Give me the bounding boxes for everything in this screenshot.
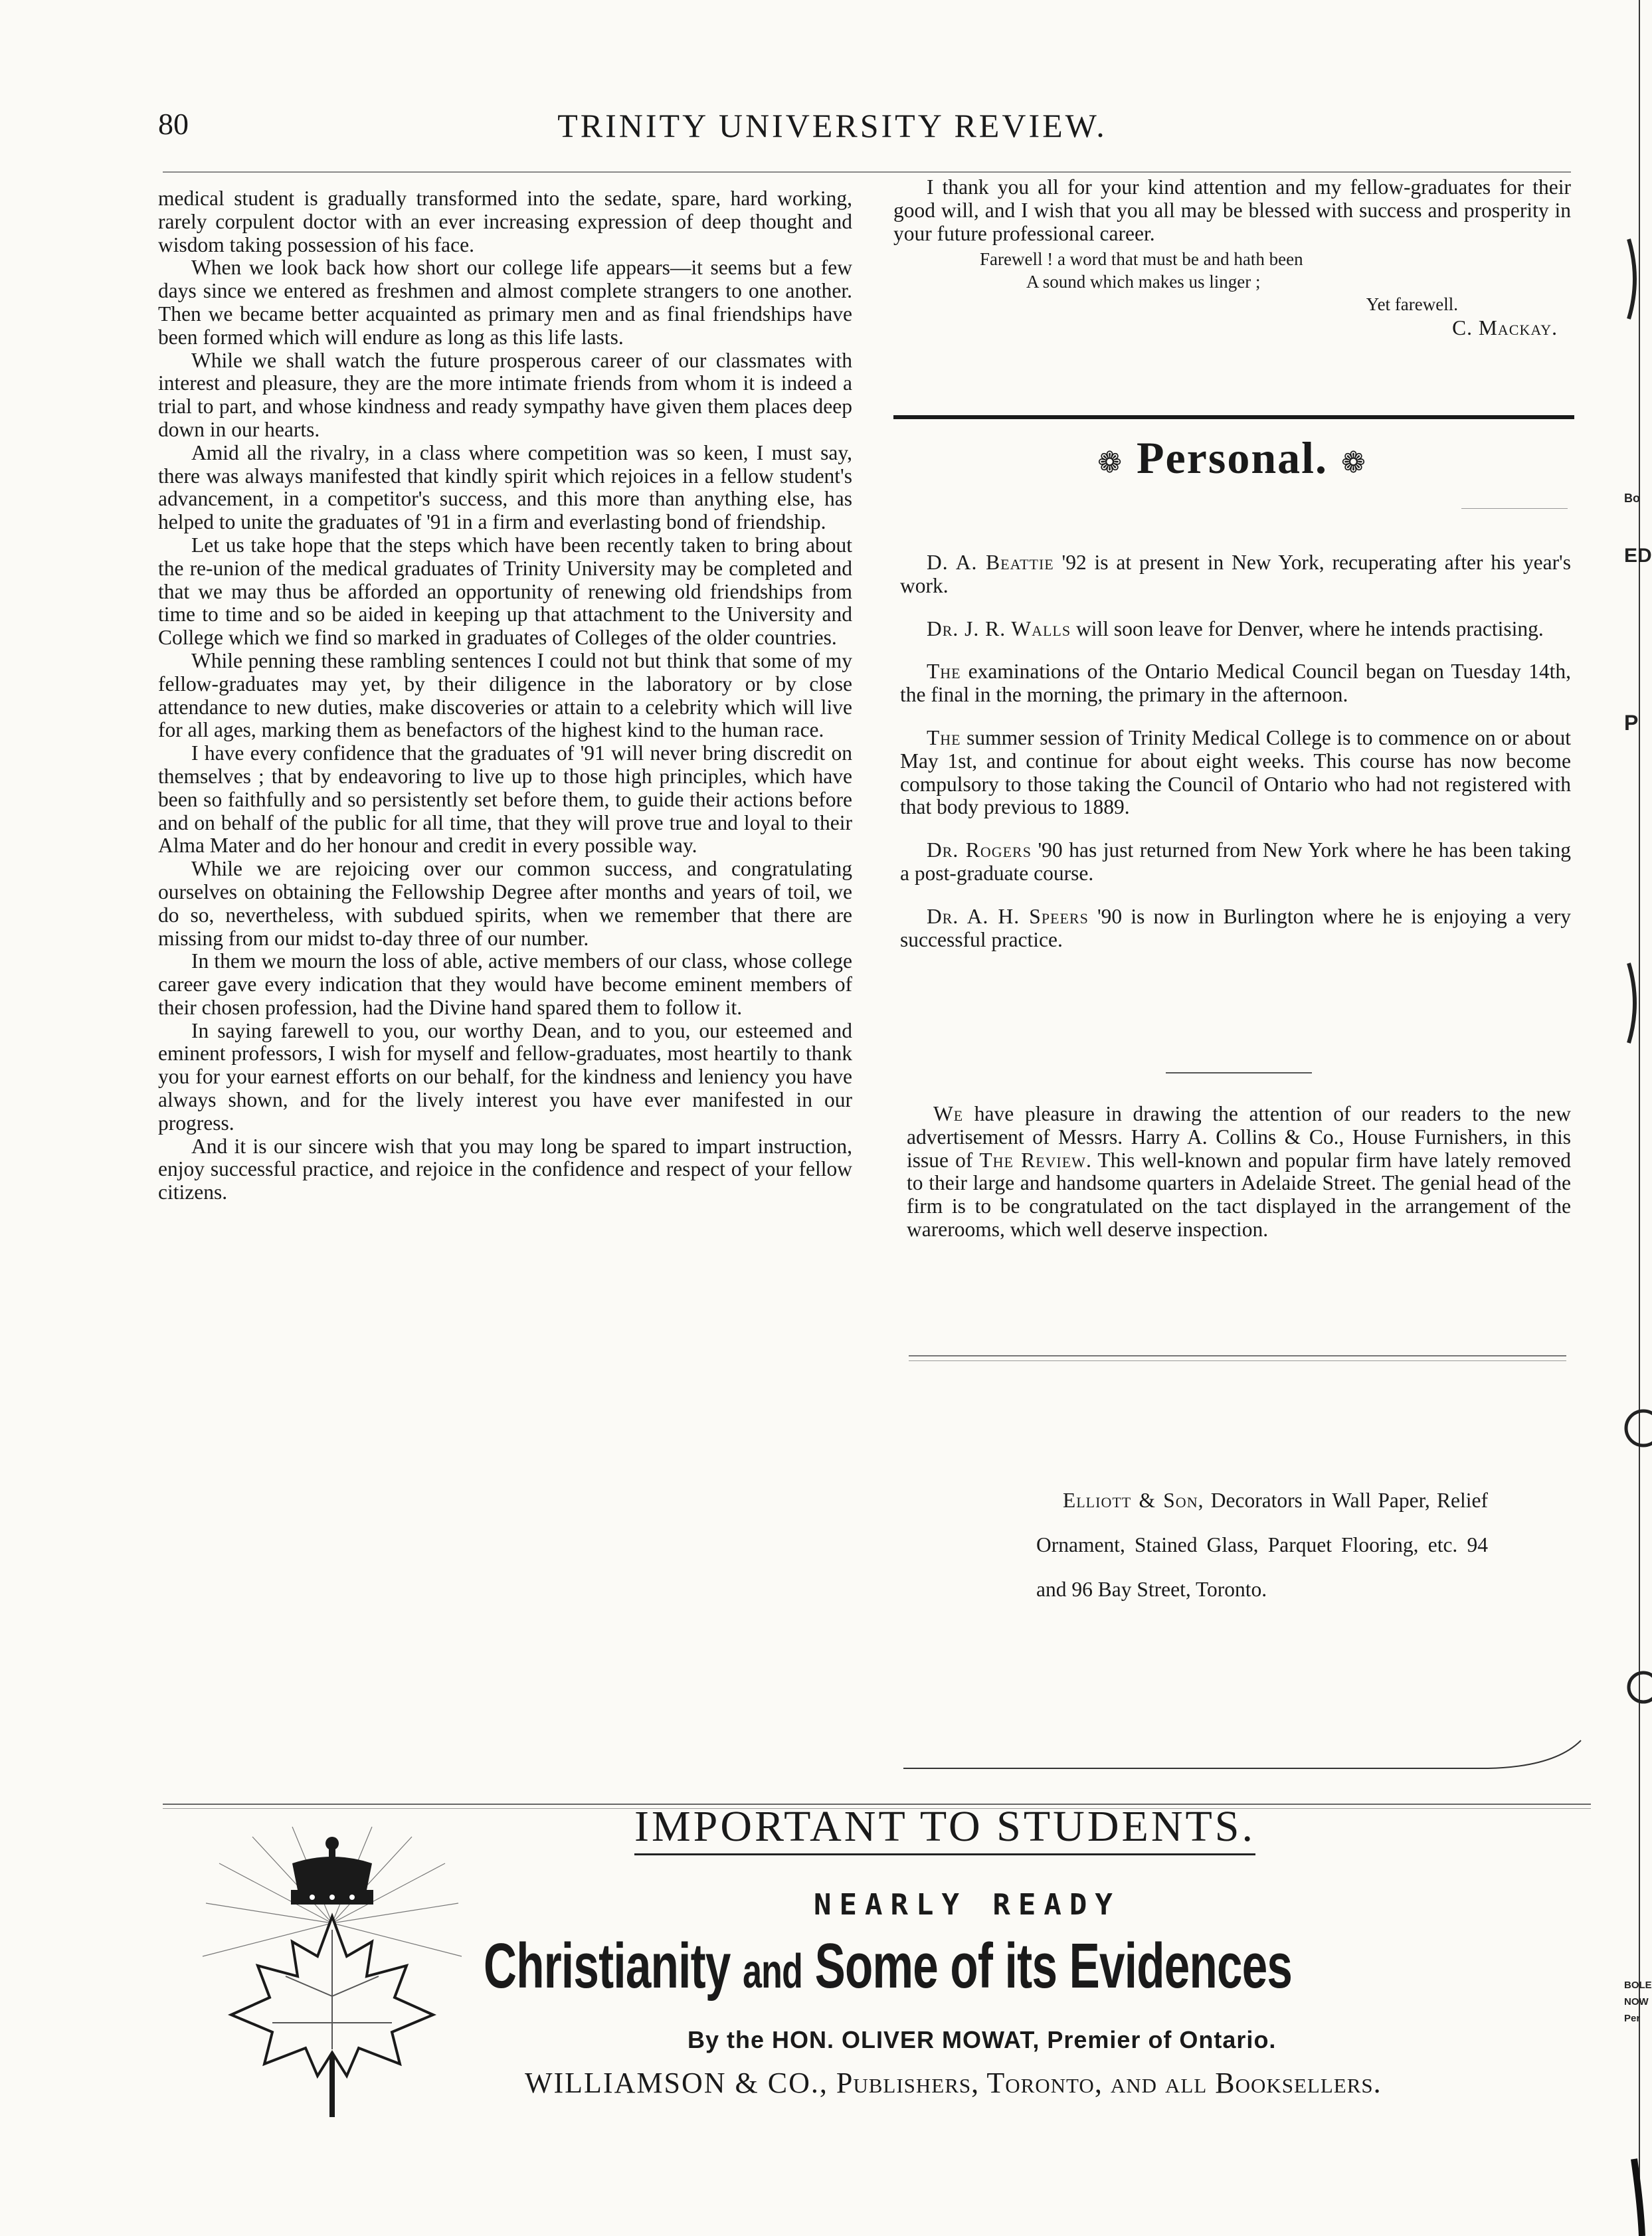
- personal-item: [900, 839, 1571, 885]
- personal-name: The: [927, 725, 961, 749]
- personal-name: Dr. A. H. Speers: [927, 904, 1089, 928]
- margin-fragment: P: [1624, 711, 1639, 735]
- personal-name: Dr. Rogers: [927, 838, 1032, 862]
- advertisement-heading: IMPORTANT TO STUDENTS.: [634, 1802, 1255, 1855]
- paragraph: While we are rejoicing over our common success, and congratulating ourselves on obtaining the Fellowship Degree after months and years of toil, we do so, nevertheless, with subdued spirits, when we remember that there are missing from our midst to-day three of our number.: [158, 857, 852, 950]
- personal-text: summer session of Trinity Medical College is to commence on or about May 1st, and continue for about eight weeks. This course has now become compulsory to those taking the Council of Ontario who had not registered with that body previous to 1889.: [900, 725, 1571, 819]
- notice-text: have pleasure in drawing the attention of our readers to the new advertisement of Messrs. Harry A. Collins & Co., House Furnishers, in this issue of: [907, 1102, 1571, 1172]
- notice-rule: [909, 1355, 1566, 1356]
- signature: C. Mackay.: [1452, 316, 1558, 340]
- paragraph: In saying farewell to you, our worthy Dean, and to you, our esteemed and eminent professors, I wish for myself and fellow-graduates, most heartily to thank you for your earnest efforts on our behalf, for the kindness and leniency you have always shown, and for the lively interest you have ever manifested in our progress.: [158, 1018, 852, 1135]
- paragraph: Let us take hope that the steps which have been recently taken to bring about the re-union of the medical graduates of Trinity University may be completed and that we may thus be afforded an opportunity of renewing old friendships from time to time and so be aided in keeping up that attachment to the University and College which we find so marked in graduates of Colleges of the older countries.: [158, 533, 852, 650]
- elliott-notice: [1036, 1478, 1488, 1612]
- margin-fragment: Bo: [1624, 492, 1640, 505]
- personal-item: [900, 727, 1571, 819]
- personal-item: [900, 551, 1571, 598]
- notice-review: The Review: [979, 1148, 1086, 1172]
- elliott-paragraph: [1036, 1478, 1488, 1612]
- personal-name: The: [927, 660, 961, 684]
- short-divider: [1166, 1072, 1312, 1073]
- poem-line: A sound which makes us linger ;: [1026, 272, 1261, 292]
- flower-ornament-icon: ❁: [1341, 446, 1367, 479]
- personal-text: will soon leave for Denver, where he intends practising.: [1071, 616, 1544, 640]
- personal-name: D. A. Beattie: [927, 551, 1054, 574]
- elliott-name: Elliott & Son,: [1063, 1489, 1204, 1512]
- margin-fragment: BOLE: [1624, 1980, 1652, 1991]
- advertisement-kicker: NEARLY READY: [814, 1888, 1121, 1922]
- notice-text: . This well-known and popular firm have lately removed to their large and handsome quarters in Adelaide Street. The genial head of the firm is to be congratulated on the tact displayed in the arrangement of the warerooms, which well deserve inspection.: [907, 1148, 1571, 1241]
- paragraph: Amid all the rivalry, in a class where competition was so keen, I must say, there was always manifested that kindly spirit which rejoices in a fellow student's advancement, in a competitor's success, and this more than anything else, has helped to unite the graduates of '91 in a firm and everlasting bond of friendship.: [158, 440, 852, 534]
- flower-ornament-icon: ❁: [1097, 446, 1123, 479]
- poem-line: Farewell ! a word that must be and hath been: [980, 249, 1303, 270]
- crown-maple-leaf-emblem: [193, 1823, 472, 2136]
- page-header: [158, 106, 1507, 146]
- personal-name: Dr. J. R. Walls: [927, 616, 1071, 640]
- personal-text: '92 is at present in New York, recuperating after his year's work.: [900, 551, 1571, 597]
- book-title-part: Some of its Evidences: [814, 1930, 1293, 2002]
- section-divider: [893, 415, 1574, 419]
- book-publisher: [525, 2066, 1382, 2100]
- publisher-name: WILLIAMSON & CO.,: [525, 2067, 828, 2099]
- publisher-rest: Publishers, Toronto, and all Booksellers.: [828, 2067, 1382, 2099]
- poem: [893, 248, 1571, 316]
- personal-heading: [893, 432, 1571, 484]
- personal-item: [900, 618, 1571, 641]
- personal-list: [900, 551, 1571, 971]
- paragraph: I have every confidence that the graduates of '91 will never bring discredit on themselves ; that by endeavoring to live up to those high principles, which have been so faithfully and so persistently set before them, to guide their actions before and on behalf of the public for all time, that they will prove true and loyal to their Alma Mater and do her honour and credit in every possible way.: [158, 741, 852, 858]
- margin-fragment: ED: [1624, 545, 1652, 567]
- book-author: By the HON. OLIVER MOWAT, Premier of Ontario.: [688, 2026, 1277, 2053]
- paragraph: While penning these rambling sentences I could not but think that some of my fellow-graduates may yet, by their diligence in the laboratory or by close attendance to new duties, make discoveries or attain to a celebrity which will live for all ages, marking them as benefactors of the highest kind to the human race.: [158, 648, 852, 742]
- book-title-part: Christianity: [484, 1930, 731, 2002]
- left-column: [158, 187, 852, 1204]
- margin-fragment: NOW: [1624, 1996, 1649, 2007]
- personal-item: [900, 660, 1571, 707]
- personal-title: Personal.: [1136, 432, 1329, 483]
- header-rule: [163, 171, 1571, 173]
- personal-text: '90 is now in Burlington where he is enjoying a very successful practice.: [900, 904, 1571, 951]
- book-title-and: and: [743, 1945, 803, 1998]
- margin-fragment: Per: [1624, 2013, 1641, 2024]
- adjacent-page-edge: [1621, 0, 1642, 2236]
- notice-rule: [909, 1360, 1566, 1361]
- running-title: TRINITY UNIVERSITY REVIEW.: [557, 107, 1107, 144]
- personal-item: [900, 905, 1571, 952]
- curved-rule: [903, 1727, 1594, 1780]
- heading-rule: [1461, 508, 1568, 509]
- book-title: [484, 1930, 1292, 2003]
- personal-text: '90 has just returned from New York where he has been taking a post-graduate course.: [900, 838, 1571, 885]
- closing-paragraph: I thank you all for your kind attention and my fellow-graduates for their good will, and I wish that you all may be blessed with success and prosperity in your future professional career.: [893, 175, 1571, 245]
- poem-line: Yet farewell.: [1366, 294, 1458, 315]
- paragraph: medical student is gradually transformed into the sedate, spare, hard working, rarely corpulent doctor with an ever increasing expression of deep thought and wisdom taking possession of his face.: [158, 187, 852, 256]
- elliott-text: Decorators in Wall Paper, Relief Ornament, Stained Glass, Parquet Flooring, etc. 94 and 96 Bay Street, Toronto.: [1036, 1489, 1488, 1601]
- paragraph: In them we mourn the loss of able, active members of our class, whose college career gave every indication that they would have become eminent members of their chosen profession, had the Divine hand spared them to follow it.: [158, 949, 852, 1019]
- paragraph: When we look back how short our college life appears—it seems but a few days since we entered as freshmen and almost complete strangers to one another. Then we became better acquainted as primary men and as final friendships have been formed which will endure as long as this life lasts.: [158, 256, 852, 349]
- paragraph: And it is our sincere wish that you may long be spared to impart instruction, enjoy successful practice, and rejoice in the confidence and respect of your fellow citizens.: [158, 1134, 852, 1204]
- notice-lead: We: [933, 1102, 964, 1125]
- paragraph: While we shall watch the future prosperous career of our classmates with interest and pleasure, they are the more intimate friends from whom it is indeed a trial to part, and whose kindness and ready sympathy have given them places deep down in our hearts.: [158, 348, 852, 441]
- page-number: 80: [158, 107, 189, 141]
- personal-text: examinations of the Ontario Medical Council began on Tuesday 14th, the final in the morning, the primary in the afternoon.: [900, 660, 1571, 707]
- notice-paragraph: [907, 1103, 1571, 1242]
- advertiser-notice: [907, 1103, 1571, 1242]
- right-column-closing: [893, 176, 1571, 340]
